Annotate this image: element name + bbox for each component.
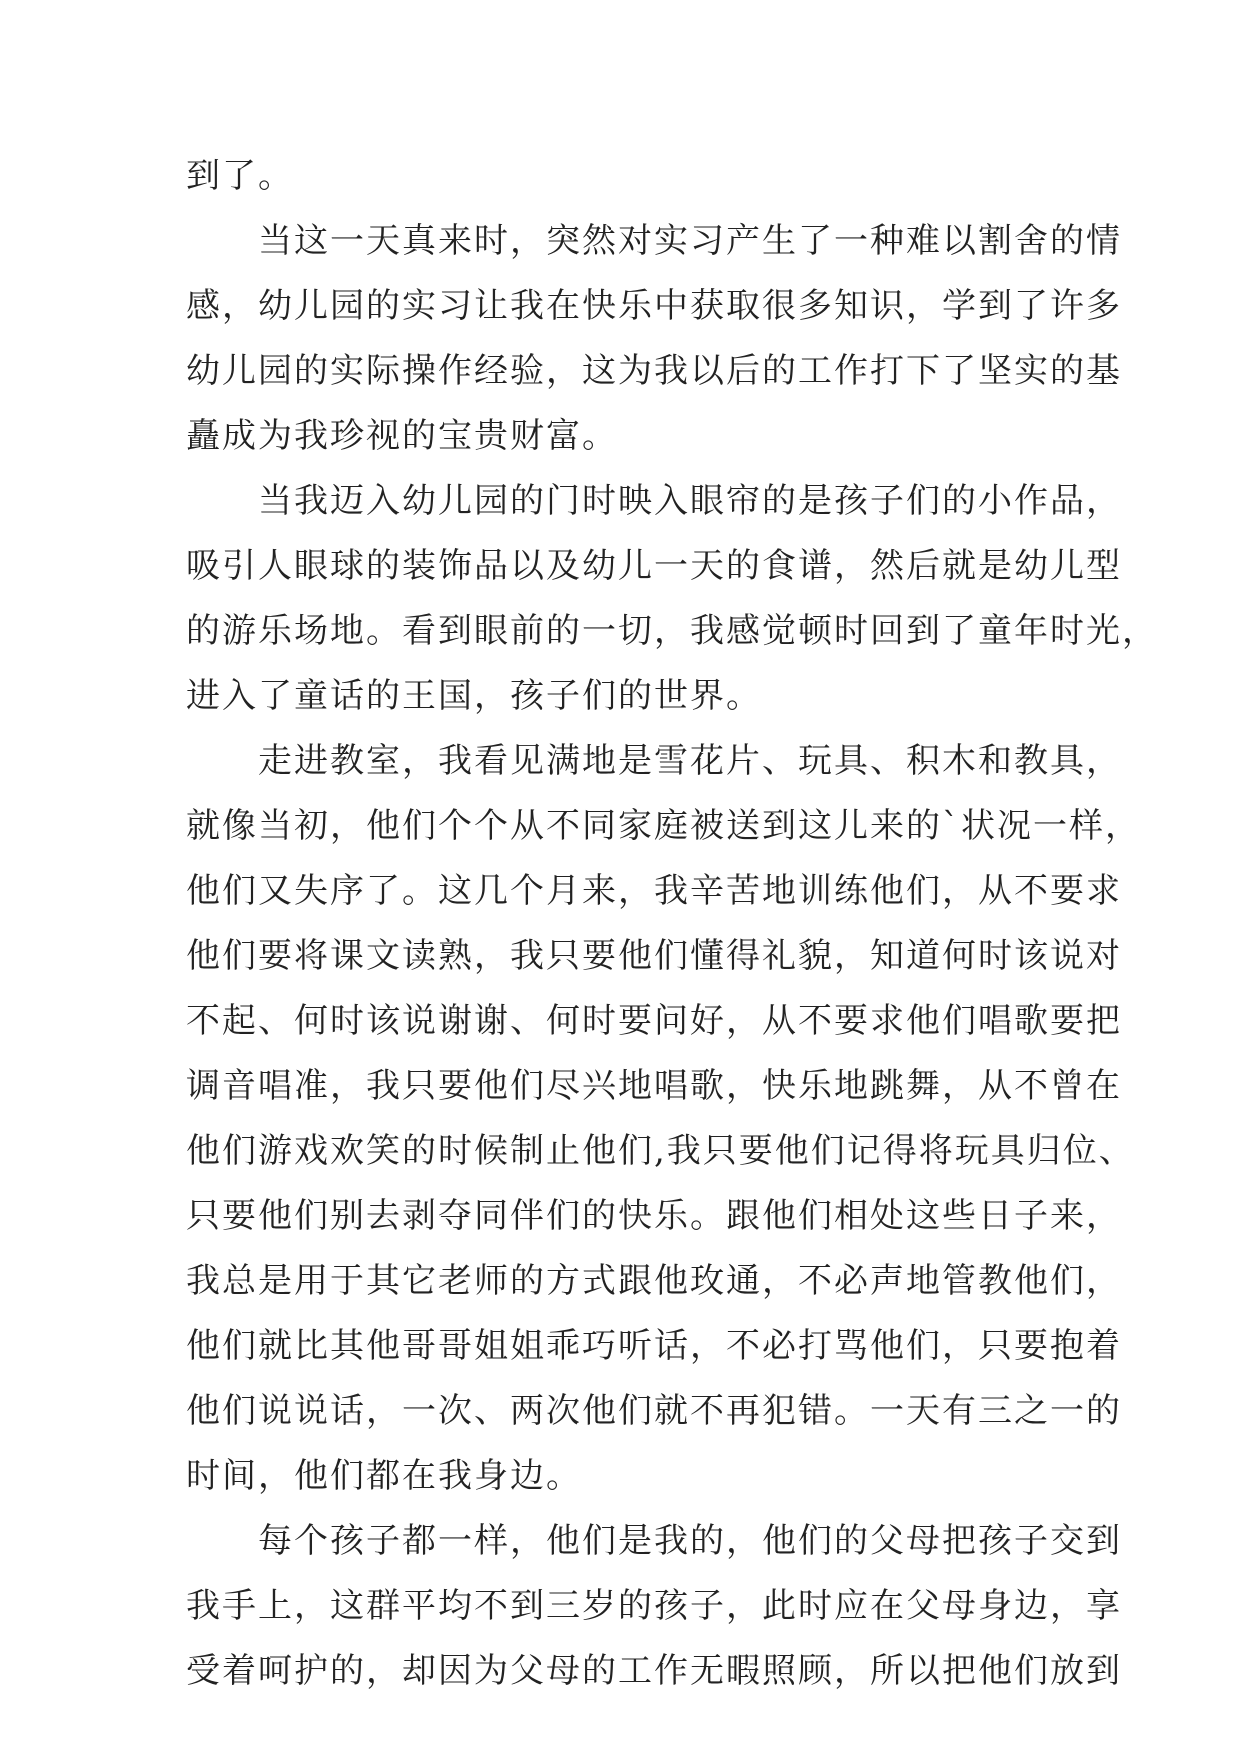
text-line: 走进教室，我看见满地是雪花片、玩具、积木和教具，	[186, 741, 1122, 781]
text-line: 感，幼儿园的实习让我在快乐中获取很多知识，学到了许多	[186, 286, 1122, 326]
text-line: 每个孩子都一样，他们是我的，他们的父母把孩子交到	[186, 1521, 1122, 1561]
text-line: 他们游戏欢笑的时候制止他们,我只要他们记得将玩具归位、	[186, 1131, 1135, 1171]
text-line: 矗成为我珍视的宝贵财富。	[186, 416, 618, 456]
text-line: 吸引人眼球的装饰品以及幼儿一天的食谱，然后就是幼儿型	[186, 546, 1122, 586]
text-line: 我手上，这群平均不到三岁的孩子，此时应在父母身边，享	[186, 1586, 1122, 1626]
text-line: 不起、何时该说谢谢、何时要问好，从不要求他们唱歌要把	[186, 1001, 1122, 1041]
document-body	[186, 156, 1158, 1716]
text-line: 他们又失序了。这几个月来，我辛苦地训练他们，从不要求	[186, 871, 1122, 911]
text-line: 当这一天真来时，突然对实习产生了一种难以割舍的情	[186, 221, 1122, 261]
text-line: 时间，他们都在我身边。	[186, 1456, 582, 1496]
text-line: 受着呵护的，却因为父母的工作无暇照顾，所以把他们放到	[186, 1651, 1122, 1691]
text-line: 进入了童话的王国，孩子们的世界。	[186, 676, 762, 716]
text-line: 他们就比其他哥哥姐姐乖巧听话，不必打骂他们，只要抱着	[186, 1326, 1122, 1366]
text-line: 当我迈入幼儿园的门时映入眼帘的是孩子们的小作品，	[186, 481, 1122, 521]
text-line: 只要他们别去剥夺同伴们的快乐。跟他们相处这些日子来，	[186, 1196, 1122, 1236]
text-line: 调音唱准，我只要他们尽兴地唱歌，快乐地跳舞，从不曾在	[186, 1066, 1122, 1106]
text-line: 幼儿园的实际操作经验，这为我以后的工作打下了坚实的基	[186, 351, 1122, 391]
text-line: 他们说说话，一次、两次他们就不再犯错。一天有三之一的	[186, 1391, 1122, 1431]
text-line: 到了。	[186, 156, 294, 196]
text-line: 他们要将课文读熟，我只要他们懂得礼貌，知道何时该说对	[186, 936, 1122, 976]
text-line: 的游乐场地。看到眼前的一切，我感觉顿时回到了童年时光，	[186, 611, 1158, 651]
text-line: 就像当初，他们个个从不同家庭被送到这儿来的`状况一样，	[186, 806, 1141, 846]
text-line: 我总是用于其它老师的方式跟他玫通，不必声地管教他们，	[186, 1261, 1122, 1301]
